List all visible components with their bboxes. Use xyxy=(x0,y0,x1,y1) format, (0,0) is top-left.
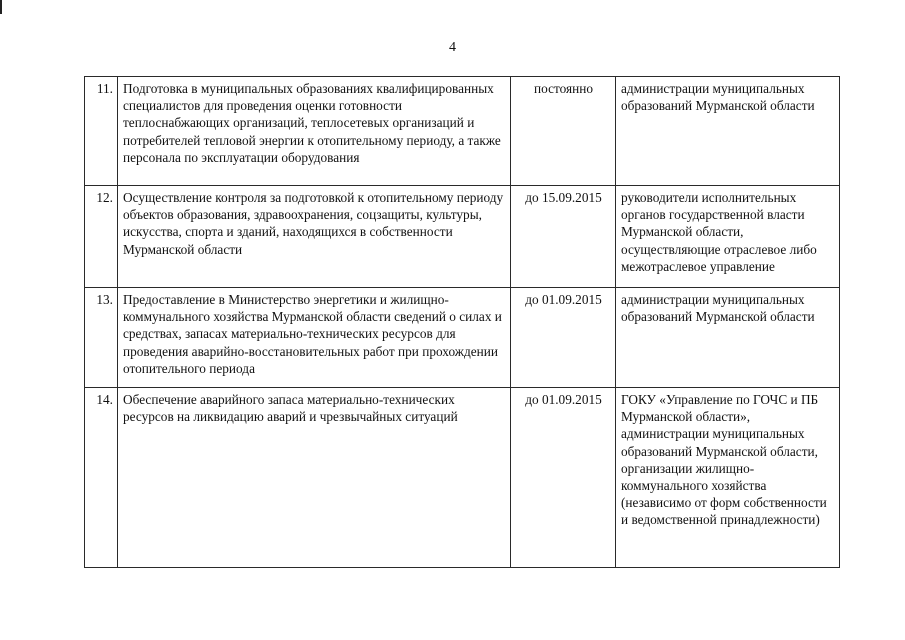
task-description: Предоставление в Министерство энергетики и жилищно-коммунального хозяйства Мурманской области сведений о силах и средствах, запасах материально-технических ресурсов для проведения аварийно-восстановительных работ при прохождении отопительного периода xyxy=(118,288,511,388)
table-row xyxy=(85,288,840,388)
task-description: Подготовка в муниципальных образованиях квалифицированных специалистов для проведения оценки готовности теплоснабжающих организаций, теплосетевых организаций и потребителей тепловой энергии к отопительному периоду, а также персонала по эксплуатации оборудования xyxy=(118,77,511,186)
table-row xyxy=(85,388,840,568)
deadline: до 01.09.2015 xyxy=(511,388,616,568)
measures-table xyxy=(84,76,840,568)
deadline: до 15.09.2015 xyxy=(511,186,616,288)
row-number: 13. xyxy=(85,288,118,388)
page-number: 4 xyxy=(449,40,456,55)
row-number: 14. xyxy=(85,388,118,568)
task-description: Обеспечение аварийного запаса материально-технических ресурсов на ликвидацию аварий и чрезвычайных ситуаций xyxy=(118,388,511,568)
responsible-party: ГОКУ «Управление по ГОЧС и ПБ Мурманской области», администрации муниципальных образований Мурманской области, организации жилищно-коммунального хозяйства (независимо от форм собственности и ведомственной принадлежности) xyxy=(616,388,840,568)
table-row xyxy=(85,186,840,288)
responsible-party: руководители исполнительных органов государственной власти Мурманской области, осуществляющие отраслевое либо межотраслевое управление xyxy=(616,186,840,288)
responsible-party: администрации муниципальных образований Мурманской области xyxy=(616,77,840,186)
scan-edge-mark xyxy=(0,0,2,14)
row-number: 12. xyxy=(85,186,118,288)
task-description: Осуществление контроля за подготовкой к отопительному периоду объектов образования, здравоохранения, соцзащиты, культуры, искусства, спорта и зданий, находящихся в собственности Мурманской области xyxy=(118,186,511,288)
responsible-party: администрации муниципальных образований Мурманской области xyxy=(616,288,840,388)
table-row xyxy=(85,77,840,186)
deadline: постоянно xyxy=(511,77,616,186)
deadline: до 01.09.2015 xyxy=(511,288,616,388)
row-number: 11. xyxy=(85,77,118,186)
